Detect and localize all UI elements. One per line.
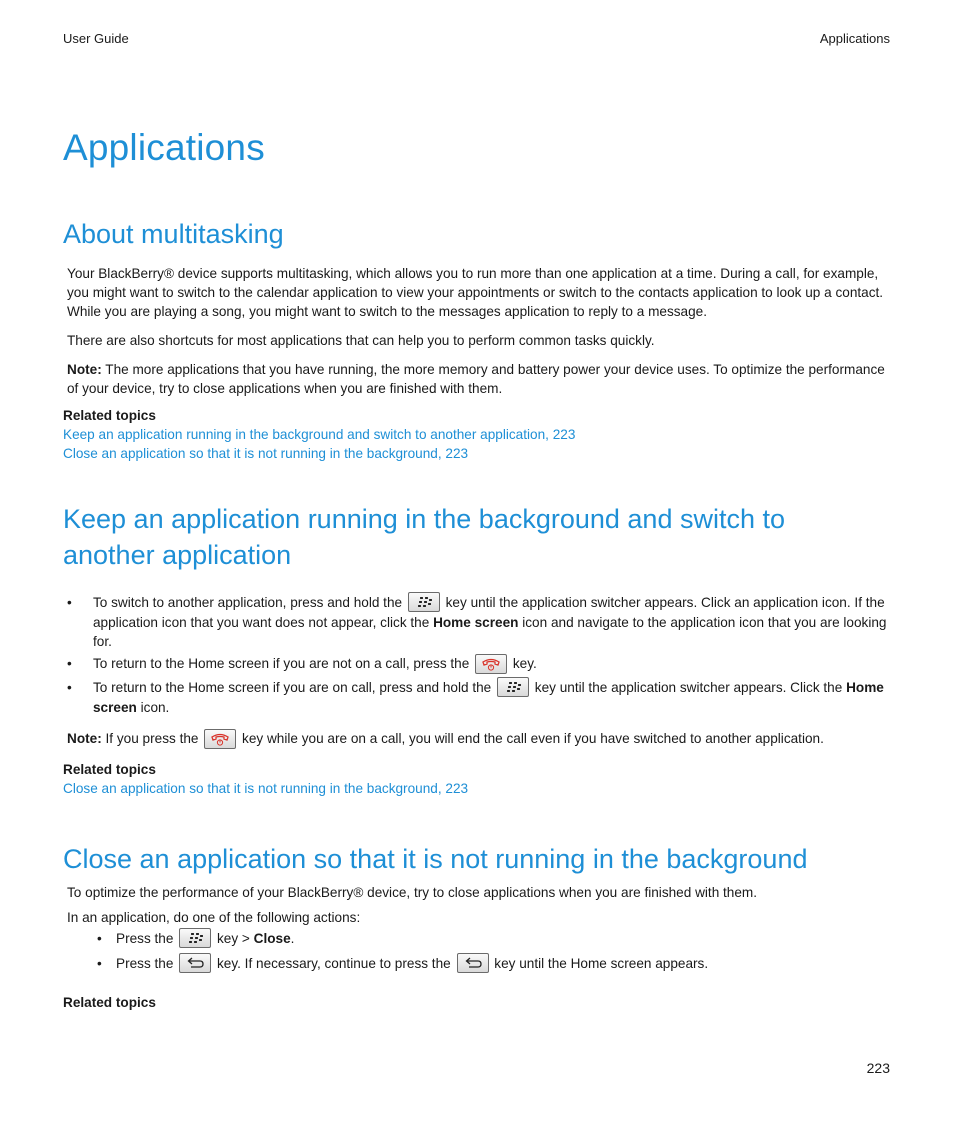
text: key until the Home screen appears. [490,956,709,972]
bullet: • [97,930,102,946]
text: key > [213,930,254,946]
end-call-key-icon [475,654,507,674]
bullet: • [67,679,72,695]
note-paragraph [63,729,891,749]
related-topics-title: Related topics [63,761,156,777]
paragraph: In an application, do one of the following actions: [67,909,361,925]
text: icon and navigate to the application icon that you are looking for. [93,615,887,650]
text: If you press the [101,731,203,747]
related-topics-title: Related topics [63,408,156,423]
related-link-close-app[interactable]: Close an application so that it is not running in the background, 223 [63,780,469,796]
text: icon. [136,700,170,716]
bullet: • [67,656,72,672]
list-item [63,593,891,651]
list-item [63,929,891,949]
bullet-list [63,593,891,717]
escape-back-key-icon [457,953,489,973]
related-link-close-app[interactable]: Close an application so that it is not running in the background, 223 [63,446,469,461]
section-close-app [63,841,891,1013]
text: key. If necessary, continue to press the [213,956,455,972]
text: . [290,930,295,946]
text: key until the application switcher appears. Click the [531,679,847,695]
text: To switch to another application, press and hold the [93,595,406,610]
end-call-key-icon [204,729,236,749]
escape-back-key-icon [179,953,211,973]
related-topics-title: Related topics [63,995,156,1011]
blackberry-menu-key-icon [497,677,529,697]
bullet: • [97,956,102,972]
note-label: Note: [67,731,102,747]
related-link-keep-running[interactable]: Keep an application running in the background and switch to another application, 223 [63,427,576,442]
list-item [63,654,891,674]
blackberry-menu-key-icon [408,592,440,612]
paragraph: Your BlackBerry® device supports multitasking, which allows you to run more than one application at a time. During a call, for example, you might want to switch to the calendar application to view your appointments or switch to the contacts application to look up a contact. While you are playing a song, you might want to switch to the messages application to reply to a message. [67,266,884,319]
note-label: Note: [67,362,102,377]
text: Press the [116,930,178,946]
section-keep-running [63,501,891,798]
note-paragraph [63,360,891,398]
section-heading: About multitasking [63,219,284,249]
paragraph: There are also shortcuts for most applications that can help you to perform common tasks quickly. [67,333,655,348]
running-header-left: User Guide [63,31,129,46]
section-heading-line2: another application [63,540,292,570]
note-text: The more applications that you have running, the more memory and battery power your device uses. To optimize the performance of your device, try to close applications when you are finished with them. [67,362,885,396]
bullet-list [63,929,891,975]
page-title: Applications [63,127,265,168]
blackberry-menu-key-icon [179,928,211,948]
text: key until the application switcher appears. Click an application icon. If the application icon that you want does not appear, click the [93,595,885,631]
running-header-right: Applications [819,31,890,46]
bold-text: Home screen [93,679,884,716]
list-item [63,954,891,974]
paragraph: To optimize the performance of your BlackBerry® device, try to close applications when you are finished with them. [67,884,758,900]
bold-text: Home screen [433,615,519,631]
text: To return to the Home screen if you are on call, press and hold the [93,679,495,695]
section-heading-line1: Keep an application running in the background and switch to [63,504,785,534]
page-content [63,124,891,1012]
section-heading [63,501,891,573]
bullet: • [67,595,72,610]
section-about-multitasking [63,216,891,463]
text: key. [509,656,537,672]
text: Press the [116,956,178,972]
text: key while you are on a call, you will end the call even if you have switched to another application. [238,731,824,747]
text: To return to the Home screen if you are not on a call, press the [93,656,474,672]
list-item [63,678,891,717]
bold-text: Close [253,930,291,946]
page-number: 223 [866,1060,890,1076]
section-heading: Close an application so that it is not running in the background [63,843,808,874]
